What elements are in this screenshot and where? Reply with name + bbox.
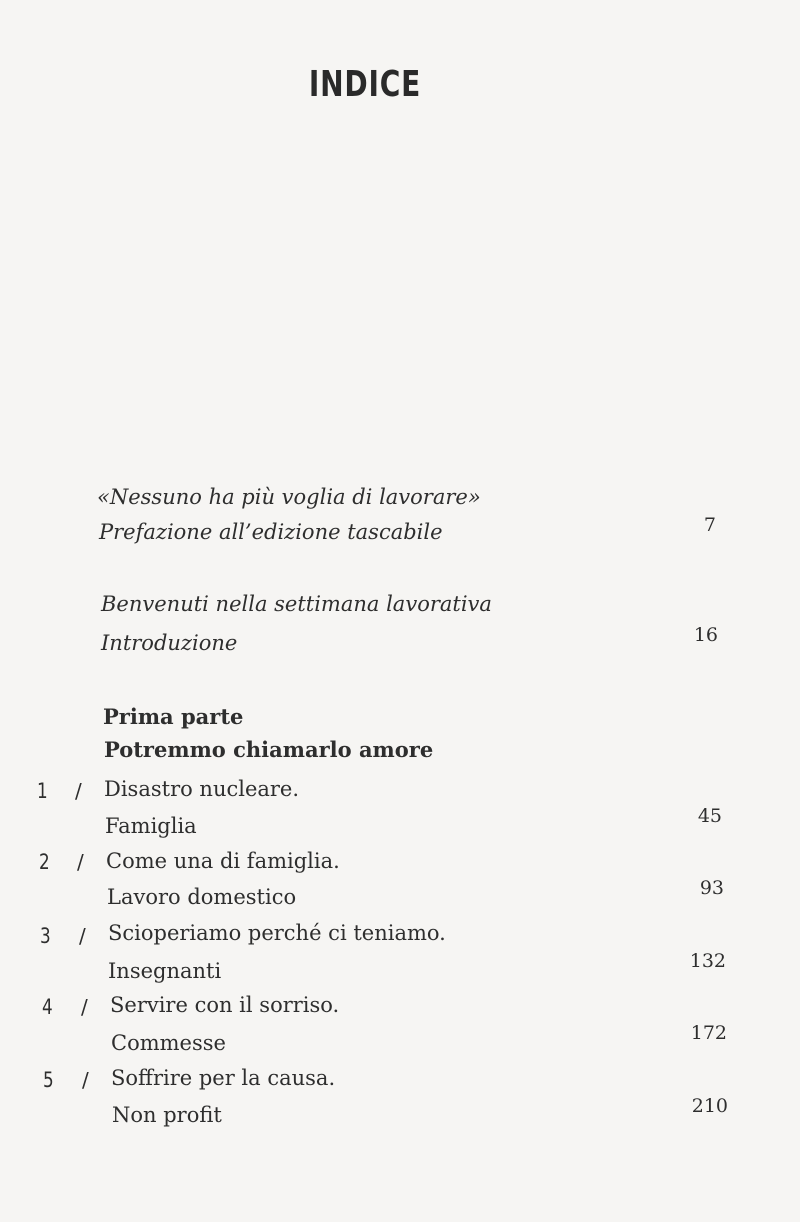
chapter-separator: / [75,779,82,803]
chapter-subtitle: Non profit [112,1103,222,1127]
chapter-separator: / [81,995,88,1019]
chapter-number: 2 [39,850,50,874]
entry-heading: «Nessuno ha più voglia di lavorare» [97,485,481,509]
page-title: INDICE [308,64,422,105]
entry-page-number: 7 [703,514,716,536]
chapter-number: 3 [40,924,51,948]
part-label: Prima parte [103,704,244,729]
entry-subtitle: Prefazione all’edizione tascabile [99,520,443,544]
chapter-separator: / [82,1068,89,1092]
chapter-subtitle: Commesse [111,1031,226,1055]
chapter-subtitle: Insegnanti [108,959,222,983]
entry-heading: Benvenuti nella settimana lavorativa [101,592,492,616]
chapter-subtitle: Famiglia [105,814,197,838]
chapter-number: 4 [42,995,53,1019]
chapter-number: 1 [37,779,48,803]
chapter-number: 5 [43,1068,54,1092]
chapter-title: Scioperiamo perché ci teniamo. [108,921,446,945]
chapter-title: Servire con il sorriso. [110,993,340,1017]
chapter-title: Come una di famiglia. [106,849,340,873]
chapter-separator: / [79,924,86,948]
chapter-separator: / [77,850,84,874]
chapter-page-number: 210 [691,1095,728,1117]
chapter-subtitle: Lavoro domestico [107,885,297,909]
entry-subtitle: Introduzione [101,631,238,655]
chapter-title: Disastro nucleare. [104,777,300,801]
chapter-title: Soffrire per la causa. [111,1066,336,1090]
chapter-page-number: 132 [689,950,726,972]
entry-page-number: 16 [693,624,718,646]
chapter-page-number: 93 [699,877,724,899]
chapter-page-number: 45 [697,805,722,827]
chapter-page-number: 172 [690,1022,727,1044]
part-title: Potremmo chiamarlo amore [104,737,434,762]
